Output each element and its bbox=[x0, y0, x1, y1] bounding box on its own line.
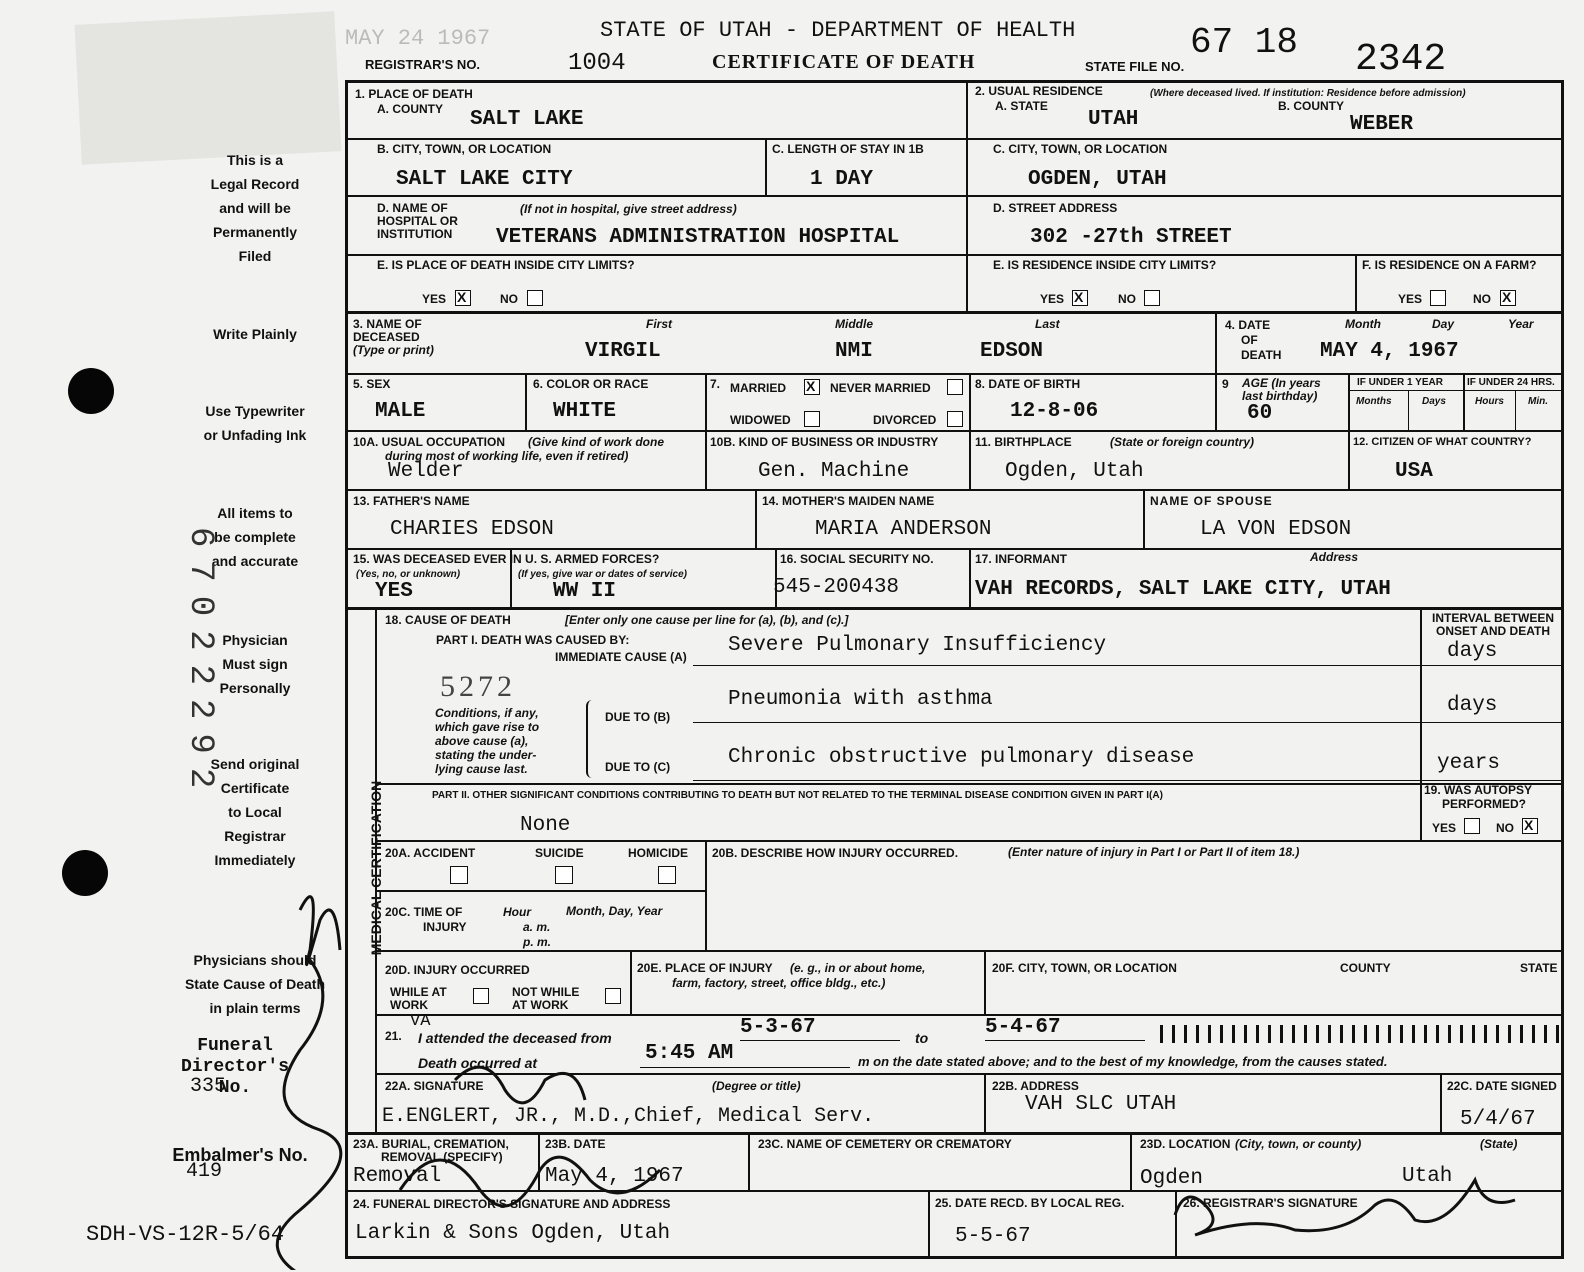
yes-label: YES bbox=[1398, 292, 1423, 306]
homicide-label: HOMICIDE bbox=[628, 846, 688, 860]
degree-label: (Degree or title) bbox=[712, 1079, 801, 1093]
physician-initials bbox=[300, 897, 340, 965]
under-24-hrs-label: IF UNDER 24 HRS. bbox=[1467, 377, 1555, 388]
middle-label: Middle bbox=[835, 317, 873, 331]
burial-state: Utah bbox=[1402, 1165, 1453, 1188]
married-label: MARRIED bbox=[730, 381, 786, 395]
conditions-note: Conditions, if any, which gave rise to above cause (a), stating the under- lying cause last. bbox=[435, 706, 540, 776]
citizenship: USA bbox=[1395, 460, 1433, 483]
sidebar-physicians-should: Physicians should State Cause of Death in plain terms bbox=[184, 952, 326, 1016]
occupation-note: (Give kind of work done bbox=[528, 435, 665, 449]
autopsy-label: 19. WAS AUTOPSY PERFORMED? bbox=[1424, 783, 1533, 811]
disposition: Removal bbox=[353, 1165, 442, 1188]
informant: VAH RECORDS, SALT LAKE CITY, UTAH bbox=[975, 578, 1391, 601]
year-label: Year bbox=[1508, 317, 1534, 331]
item-21-label: 21. bbox=[385, 1029, 402, 1043]
yes-label: YES bbox=[422, 292, 447, 306]
mother-label: 14. MOTHER'S MAIDEN NAME bbox=[762, 494, 935, 508]
interval-label: INTERVAL BETWEEN ONSET AND DEATH bbox=[1431, 611, 1554, 638]
funeral-director: Larkin & Sons Ogden, Utah bbox=[355, 1222, 671, 1245]
vertical-control-number: 67022292 bbox=[181, 527, 219, 803]
min-label: Min. bbox=[1528, 396, 1548, 407]
dob-label: 8. DATE OF BIRTH bbox=[975, 377, 1081, 391]
burial-city: Ogden bbox=[1140, 1167, 1204, 1190]
armed-forces-note: (Yes, no, or unknown) bbox=[356, 569, 461, 580]
farm-yes-checkbox[interactable] bbox=[1430, 290, 1446, 306]
war-note: (If yes, give war or dates of service) bbox=[518, 569, 687, 580]
file-prefix: 67 18 bbox=[1190, 22, 1299, 63]
sidebar-write-plainly: Write Plainly bbox=[213, 326, 297, 342]
stamp-date: MAY 24 1967 bbox=[345, 26, 491, 51]
not-while-at-work-checkbox[interactable] bbox=[605, 988, 621, 1004]
business-label: 10B. KIND OF BUSINESS OR INDUSTRY bbox=[710, 435, 939, 449]
divorced-label: DIVORCED bbox=[873, 413, 937, 427]
divorced-checkbox[interactable] bbox=[947, 411, 963, 427]
time-of-death: 5:45 AM bbox=[645, 1042, 734, 1065]
place-of-injury-note-2: farm, factory, street, office bldg., etc.) bbox=[672, 976, 886, 990]
autopsy-yes-checkbox[interactable] bbox=[1464, 818, 1480, 834]
age-label: AGE (In years last birthday) bbox=[1242, 376, 1321, 403]
burial-date: May 4, 1967 bbox=[545, 1165, 684, 1188]
physician-address: VAH SLC UTAH bbox=[1025, 1093, 1177, 1116]
residence-state: UTAH bbox=[1088, 108, 1139, 131]
interval-c: years bbox=[1437, 752, 1501, 775]
burial-date-label: 23B. DATE bbox=[545, 1137, 606, 1151]
burial-state-label: (State) bbox=[1480, 1137, 1518, 1151]
sidebar-funeral-label: Funeral Director's No. bbox=[180, 1036, 290, 1098]
not-while-at-work-label: NOT WHILE AT WORK bbox=[512, 985, 580, 1012]
cause-b: Pneumonia with asthma bbox=[728, 688, 993, 711]
yes-label: YES bbox=[1432, 821, 1457, 835]
birthplace-note: (State or foreign country) bbox=[1110, 435, 1255, 449]
sex: MALE bbox=[375, 400, 426, 423]
cause-a: Severe Pulmonary Insufficiency bbox=[728, 634, 1107, 657]
no-label: NO bbox=[500, 292, 518, 306]
due-to-c-label: DUE TO (C) bbox=[605, 760, 671, 774]
city-label: B. CITY, TOWN, OR LOCATION bbox=[377, 142, 552, 156]
attended-label: I attended the deceased from bbox=[418, 1030, 612, 1046]
residence-city: OGDEN, UTAH bbox=[1028, 168, 1167, 191]
cause-code: 5272 bbox=[440, 670, 516, 703]
punch-hole-top bbox=[68, 368, 114, 414]
farm-no-checkbox[interactable] bbox=[1500, 290, 1516, 306]
length-of-stay: 1 DAY bbox=[810, 168, 874, 191]
last-name: EDSON bbox=[980, 340, 1044, 363]
received-stamp bbox=[75, 11, 342, 164]
describe-injury-label: 20B. DESCRIBE HOW INJURY OCCURRED. bbox=[712, 846, 959, 860]
state-file-label: STATE FILE NO. bbox=[1085, 59, 1185, 74]
other-conditions: None bbox=[520, 814, 571, 837]
inside-city-limits-label: E. IS PLACE OF DEATH INSIDE CITY LIMITS? bbox=[377, 258, 635, 272]
address-22b-label: 22B. ADDRESS bbox=[992, 1079, 1079, 1093]
sidebar-typewriter: Use Typewriter or Unfading Ink bbox=[203, 403, 307, 443]
day-label: Day bbox=[1432, 317, 1455, 331]
armed-forces-label: 15. WAS DECEASED EVER IN U. S. ARMED FORCES? bbox=[353, 552, 660, 566]
form-number: SDH-VS-12R-5/64 bbox=[86, 1222, 285, 1247]
funeral-director-label: 24. FUNERAL DIRECTOR'S SIGNATURE AND ADDRESS bbox=[353, 1197, 671, 1211]
farm-label: F. IS RESIDENCE ON A FARM? bbox=[1362, 258, 1537, 272]
registrar-label: REGISTRAR'S NO. bbox=[365, 57, 481, 72]
signature-label: 22A. SIGNATURE bbox=[385, 1079, 484, 1093]
month-label: Month bbox=[1345, 317, 1381, 331]
age: 60 bbox=[1247, 402, 1273, 425]
address-label: Address bbox=[1310, 550, 1359, 564]
residence-city-limits-label: E. IS RESIDENCE INSIDE CITY LIMITS? bbox=[993, 258, 1217, 272]
no-label: NO bbox=[1118, 292, 1136, 306]
place-of-death-label: 1. PLACE OF DEATH bbox=[355, 87, 473, 101]
date-of-birth: 12-8-06 bbox=[1010, 400, 1099, 423]
residence-street: 302 -27th STREET bbox=[1030, 226, 1232, 249]
state-title: STATE OF UTAH - DEPARTMENT OF HEALTH bbox=[600, 18, 1076, 43]
funeral-director-no: 335 bbox=[190, 1075, 227, 1098]
injury-city-label: 20F. CITY, TOWN, OR LOCATION bbox=[992, 961, 1177, 975]
first-label: First bbox=[646, 317, 673, 331]
conditions-bracket bbox=[586, 700, 596, 778]
sidebar-physician: Physician Must sign Personally bbox=[219, 632, 291, 696]
to-label: to bbox=[915, 1030, 929, 1046]
never-married-checkbox[interactable] bbox=[947, 379, 963, 395]
months-label: Months bbox=[1356, 396, 1392, 407]
social-security-number: 545-200438 bbox=[773, 576, 900, 599]
street-address-label: D. STREET ADDRESS bbox=[993, 201, 1118, 215]
registrar-signature-label: 26. REGISTRAR'S SIGNATURE bbox=[1183, 1196, 1358, 1210]
due-to-b-label: DUE TO (B) bbox=[605, 710, 671, 724]
date-received-label: 25. DATE RECD. BY LOCAL REG. bbox=[935, 1196, 1125, 1210]
place-inside-city-no-checkbox[interactable] bbox=[527, 290, 543, 306]
autopsy-no-checkbox[interactable] bbox=[1522, 818, 1538, 834]
interval-a: days bbox=[1447, 640, 1498, 663]
while-at-work-label: WHILE AT WORK bbox=[390, 985, 447, 1012]
marital-label: 7. bbox=[710, 377, 721, 391]
occupation-note-2: during most of working life, even if retired) bbox=[385, 449, 629, 463]
describe-injury-note: (Enter nature of injury in Part I or Part II of item 18.) bbox=[1008, 845, 1300, 859]
residence-city-limits-no-checkbox[interactable] bbox=[1144, 290, 1160, 306]
spouse-label: NAME OF SPOUSE bbox=[1150, 494, 1273, 508]
sidebar-send: Send original Certificate to Local Registrar Immediately bbox=[210, 756, 300, 868]
widowed-checkbox[interactable] bbox=[804, 411, 820, 427]
accident-label: 20A. ACCIDENT bbox=[385, 846, 476, 860]
burial-location-note: (City, town, or county) bbox=[1235, 1137, 1362, 1151]
month-day-year-label: Month, Day, Year bbox=[566, 904, 663, 918]
part2-label: PART II. OTHER SIGNIFICANT CONDITIONS CONTRIBUTING TO DEATH BUT NOT RELATED TO THE TERMINAL DISEASE CONDITION GIVEN IN PART I(A) bbox=[432, 790, 1163, 801]
immediate-cause-label: IMMEDIATE CAUSE (A) bbox=[555, 650, 687, 664]
citizen-label: 12. CITIZEN OF WHAT COUNTRY? bbox=[1353, 436, 1532, 448]
registrar-no: 1004 bbox=[568, 50, 626, 77]
residence-city-label: C. CITY, TOWN, OR LOCATION bbox=[993, 142, 1168, 156]
date-signed: 5/4/67 bbox=[1460, 1108, 1536, 1131]
suicide-label: SUICIDE bbox=[535, 846, 584, 860]
attended-to: 5-4-67 bbox=[985, 1016, 1061, 1039]
date-of-death: MAY 4, 1967 bbox=[1320, 340, 1459, 363]
county-label: A. COUNTY bbox=[377, 102, 443, 116]
mother-name: MARIA ANDERSON bbox=[815, 518, 992, 541]
middle-name: NMI bbox=[835, 340, 873, 363]
certification-statement: m on the date stated above; and to the best of my knowledge, from the causes stated. bbox=[858, 1054, 1388, 1069]
no-label: NO bbox=[1496, 821, 1514, 835]
interval-b: days bbox=[1447, 694, 1498, 717]
age-number-label: 9 bbox=[1222, 377, 1229, 391]
usual-residence-label: 2. USUAL RESIDENCE bbox=[975, 84, 1103, 98]
suicide-checkbox[interactable] bbox=[555, 866, 573, 884]
burial-label: 23A. BURIAL, CREMATION, REMOVAL (SPECIFY) bbox=[353, 1137, 509, 1164]
war-service: WW II bbox=[553, 580, 617, 603]
last-label: Last bbox=[1035, 317, 1060, 331]
injury-occurred-label: 20D. INJURY OCCURRED bbox=[385, 963, 530, 977]
occupation: Welder bbox=[388, 460, 464, 483]
armed-forces: YES bbox=[375, 580, 413, 603]
sidebar-complete: All items to be complete and accurate bbox=[211, 505, 299, 569]
time-of-injury-label: 20C. TIME OF INJURY bbox=[385, 905, 467, 934]
injury-state-label: STATE bbox=[1520, 961, 1558, 975]
embalmer-label: Embalmer's No. bbox=[172, 1145, 308, 1165]
death-city: SALT LAKE CITY bbox=[396, 168, 573, 191]
physician-signer: E.ENGLERT, JR., M.D.,Chief, Medical Serv. bbox=[382, 1105, 875, 1128]
father-label: 13. FATHER'S NAME bbox=[353, 494, 470, 508]
cause-of-death-label: 18. CAUSE OF DEATH bbox=[385, 613, 511, 627]
attended-from: 5-3-67 bbox=[740, 1016, 816, 1039]
cause-of-death-note: [Enter only one cause per line for (a), (b), and (c).] bbox=[565, 613, 849, 627]
place-of-injury-label: 20E. PLACE OF INJURY bbox=[637, 961, 773, 975]
death-occurred-label: Death occurred at bbox=[418, 1055, 538, 1071]
hospital-label: D. NAME OF HOSPITAL OR INSTITUTION bbox=[377, 201, 458, 241]
cemetery-label: 23C. NAME OF CEMETERY OR CREMATORY bbox=[758, 1137, 1012, 1151]
hospital-name: VETERANS ADMINISTRATION HOSPITAL bbox=[496, 226, 900, 249]
no-label: NO bbox=[1473, 292, 1491, 306]
birthplace: Ogden, Utah bbox=[1005, 460, 1144, 483]
place-inside-city-yes-checkbox[interactable] bbox=[455, 290, 471, 306]
sex-label: 5. SEX bbox=[353, 377, 391, 391]
residence-county-label: B. COUNTY bbox=[1278, 99, 1344, 113]
margin-signature bbox=[277, 960, 341, 1270]
yes-label: YES bbox=[1040, 292, 1065, 306]
usual-residence-note: (Where deceased lived. If institution: Residence before admission) bbox=[1150, 88, 1466, 99]
certificate-title: CERTIFICATE OF DEATH bbox=[712, 51, 976, 73]
cause-c: Chronic obstructive pulmonary disease bbox=[728, 746, 1195, 769]
length-of-stay-label: C. LENGTH OF STAY IN 1B bbox=[772, 142, 924, 156]
accident-checkbox[interactable] bbox=[450, 866, 468, 884]
hour-label: Hour a. m. p. m. bbox=[503, 905, 552, 949]
father-name: CHARIES EDSON bbox=[390, 518, 554, 541]
struck-out-text bbox=[1160, 1025, 1560, 1043]
spouse-name: LA VON EDSON bbox=[1200, 518, 1352, 541]
first-name: VIRGIL bbox=[585, 340, 661, 363]
embalmer-no: 419 bbox=[186, 1160, 223, 1183]
residence-state-label: A. STATE bbox=[995, 99, 1048, 113]
informant-label: 17. INFORMANT bbox=[975, 552, 1068, 566]
place-of-injury-note: (e. g., in or about home, bbox=[790, 961, 926, 975]
married-checkbox[interactable] bbox=[804, 379, 820, 395]
death-county: SALT LAKE bbox=[470, 108, 584, 131]
birthplace-label: 11. BIRTHPLACE bbox=[975, 435, 1072, 449]
residence-county: WEBER bbox=[1350, 113, 1414, 136]
race: WHITE bbox=[553, 400, 617, 423]
business: Gen. Machine bbox=[758, 460, 910, 483]
file-number: 2342 bbox=[1355, 38, 1447, 81]
medical-certification-side-label: MEDICAL CERTIFICATION bbox=[368, 780, 384, 956]
widowed-label: WIDOWED bbox=[730, 413, 791, 427]
date-signed-label: 22C. DATE SIGNED bbox=[1447, 1079, 1557, 1093]
never-married-label: NEVER MARRIED bbox=[830, 381, 931, 395]
name-of-deceased-label: 3. NAME OF DECEASED (Type or print) bbox=[353, 317, 434, 357]
date-received: 5-5-67 bbox=[955, 1225, 1031, 1248]
punch-hole-bottom bbox=[62, 850, 108, 896]
days-label: Days bbox=[1422, 396, 1446, 407]
while-at-work-checkbox[interactable] bbox=[473, 988, 489, 1004]
injury-county-label: COUNTY bbox=[1340, 961, 1391, 975]
form-frame bbox=[345, 80, 1564, 1259]
hospital-note: (If not in hospital, give street address) bbox=[520, 202, 737, 216]
homicide-checkbox[interactable] bbox=[658, 866, 676, 884]
part1-label: PART I. DEATH WAS CAUSED BY: bbox=[436, 633, 630, 647]
occupation-label: 10A. USUAL OCCUPATION bbox=[353, 435, 506, 449]
residence-city-limits-yes-checkbox[interactable] bbox=[1072, 290, 1088, 306]
date-of-death-label: 4. DATE OF DEATH bbox=[1225, 318, 1282, 362]
sidebar-legal: This is a Legal Record and will be Permanently Filed bbox=[210, 152, 300, 264]
race-label: 6. COLOR OR RACE bbox=[533, 377, 649, 391]
ssn-label: 16. SOCIAL SECURITY NO. bbox=[780, 552, 934, 566]
burial-location-label: 23D. LOCATION bbox=[1140, 1137, 1231, 1151]
hours-label: Hours bbox=[1475, 396, 1504, 407]
under-1-year-label: IF UNDER 1 YEAR bbox=[1357, 377, 1443, 388]
attending-va: VA bbox=[410, 1012, 431, 1031]
